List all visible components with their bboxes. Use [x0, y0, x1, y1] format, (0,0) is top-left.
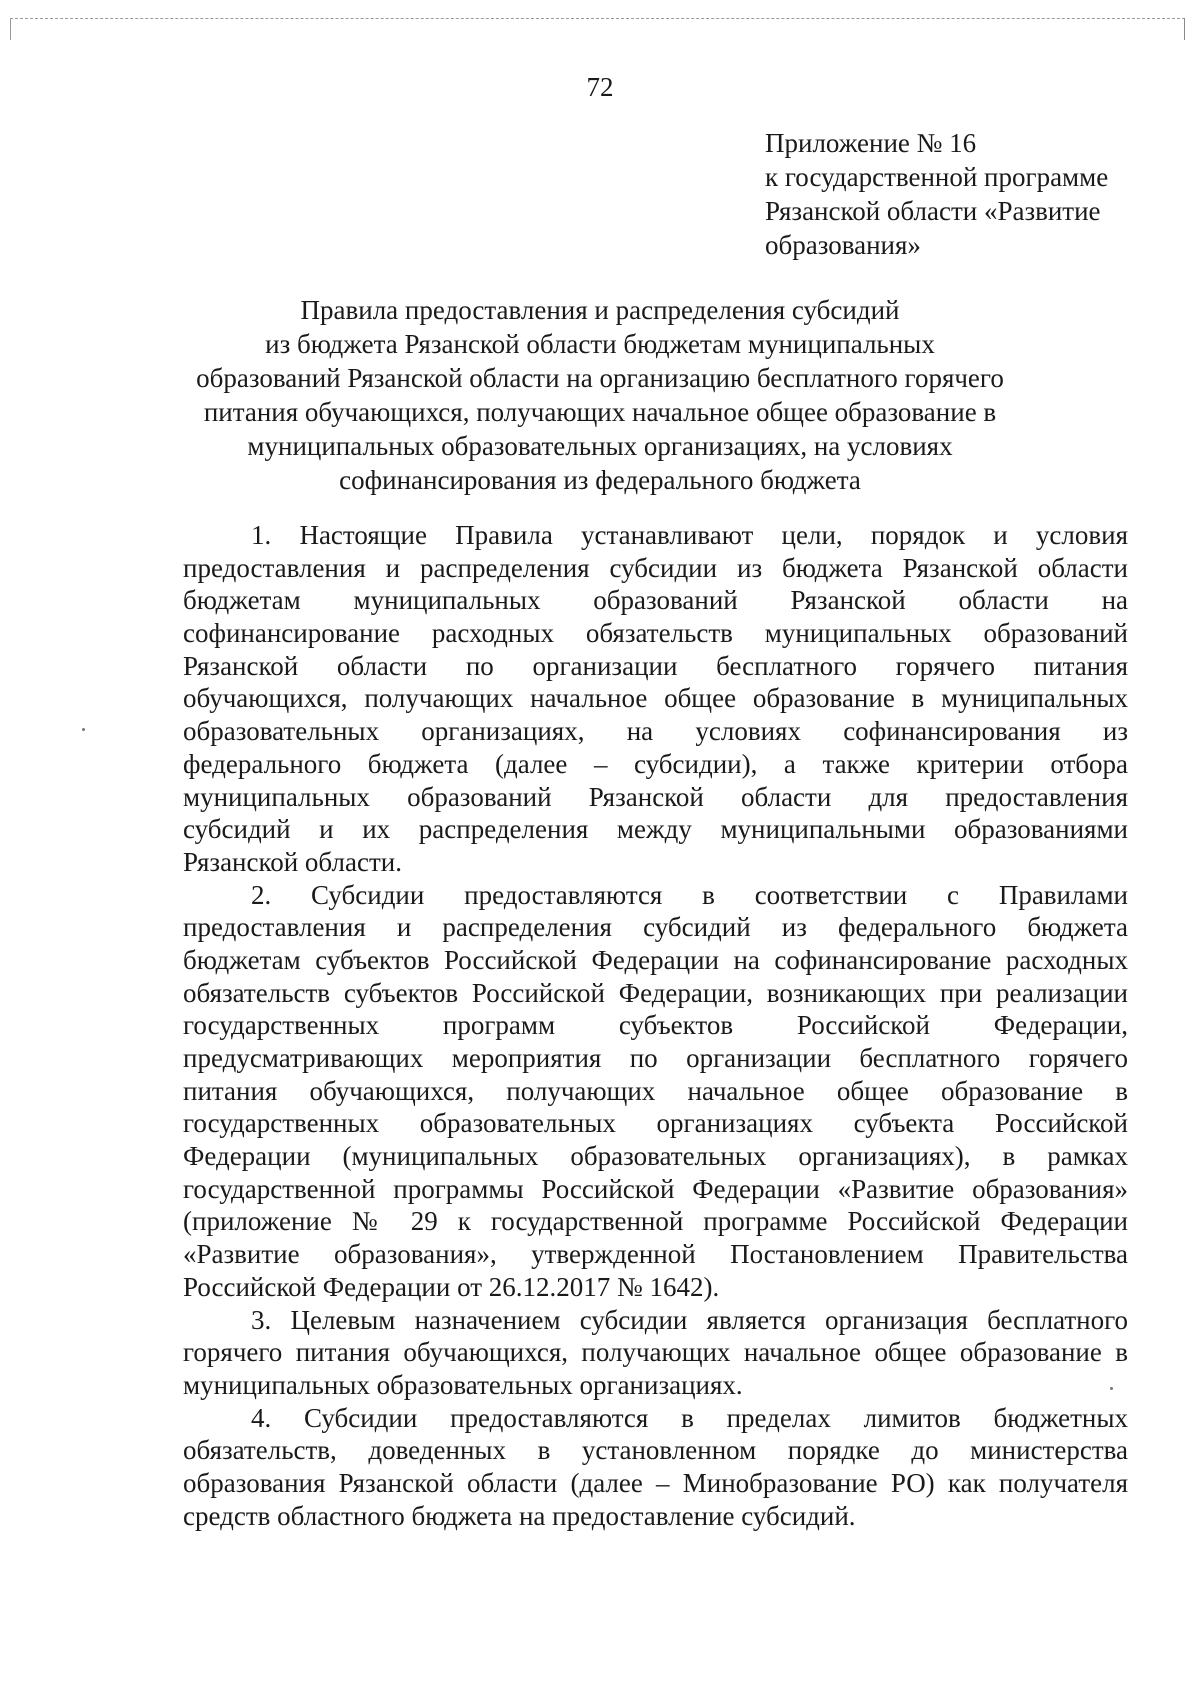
paragraph-line: обязательств субъектов Российской Федерации, возникающих при реализации	[183, 977, 1128, 1008]
scan-speck	[1110, 1387, 1113, 1390]
title-line: питания обучающихся, получающих начальное общее образование в	[203, 397, 997, 427]
appendix-reference	[765, 126, 1185, 262]
paragraph-line: «Развитие образования», утвержденной Постановлением Правительства	[183, 1239, 1128, 1270]
appendix-line: Рязанской области «Развитие	[765, 196, 1101, 226]
paragraph-line: государственных программ субъектов Российской Федерации,	[183, 1010, 1128, 1041]
paragraph-2	[183, 879, 1128, 1304]
scan-border-top	[10, 18, 1185, 19]
paragraph-line: субсидий и их распределения между муниципальными образованиями	[183, 814, 1128, 845]
paragraph-line: государственной программы Российской Федерации «Развитие образования»	[183, 1173, 1128, 1204]
appendix-line: к государственной программе	[765, 162, 1109, 192]
paragraph-line: предусматривающих мероприятия по организации бесплатного горячего	[183, 1043, 1128, 1073]
paragraph-line: горячего питания обучающихся, получающих начальное общее образование в	[183, 1337, 1128, 1368]
paragraph-line: Федерации (муниципальных образовательных организациях), в рамках	[183, 1141, 1128, 1172]
document-title	[150, 293, 1050, 497]
paragraph-line: софинансирование расходных обязательств муниципальных образований	[183, 618, 1128, 649]
appendix-line: образования»	[765, 230, 921, 260]
paragraph-4	[183, 1402, 1128, 1533]
paragraph-line: 3. Целевым назначением субсидии является организация бесплатного	[251, 1304, 1128, 1335]
paragraph-line: государственных образовательных организациях субъекта Российской	[183, 1108, 1128, 1139]
paragraph-line: предоставления и распределения субсидий из федерального бюджета	[183, 912, 1128, 943]
scan-border-right	[1184, 18, 1185, 40]
title-line: Правила предоставления и распределения субсидий	[300, 295, 900, 325]
title-line: софинансирования из федерального бюджета	[339, 465, 861, 495]
paragraph-line: Российской Федерации от 26.12.2017 № 1642).	[183, 1271, 720, 1302]
paragraph-line: 2. Субсидии предоставляются в соответствии с Правилами	[251, 879, 1128, 910]
paragraph-line: Рязанской области по организации бесплатного горячего питания	[183, 650, 1128, 681]
paragraph-line: бюджетам муниципальных образований Рязанской области на	[183, 585, 1128, 616]
paragraph-line: питания обучающихся, получающих начальное общее образование в	[183, 1075, 1128, 1106]
paragraph-line: муниципальных образовательных организациях.	[183, 1369, 743, 1400]
paragraph-line: предоставления и распределения субсидии из бюджета Рязанской области	[183, 552, 1128, 583]
title-line: образований Рязанской области на организацию бесплатного горячего	[196, 363, 1004, 393]
paragraph-line: обучающихся, получающих начальное общее образование в муниципальных	[183, 683, 1128, 714]
paragraph-line: 4. Субсидии предоставляются в пределах лимитов бюджетных	[251, 1402, 1128, 1433]
paragraph-line: обязательств, доведенных в установленном порядке до министерства	[183, 1435, 1128, 1466]
paragraph-line: муниципальных образований Рязанской области для предоставления	[183, 781, 1128, 812]
paragraph-line: (приложение № 29 к государственной программе Российской Федерации	[183, 1206, 1128, 1237]
paragraph-line: 1. Настоящие Правила устанавливают цели, порядок и условия	[251, 520, 1128, 550]
appendix-line: Приложение № 16	[765, 128, 977, 158]
paragraph-line: бюджетам субъектов Российской Федерации на софинансирование расходных	[183, 944, 1128, 975]
paragraph-3	[183, 1304, 1128, 1402]
paragraph-1	[183, 519, 1128, 879]
page-number: 72	[586, 72, 614, 102]
scan-border-left	[10, 18, 11, 40]
paragraph-line: образовательных организациях, на условиях софинансирования из	[183, 716, 1128, 747]
paragraph-line: федерального бюджета (далее – субсидии), а также критерии отбора	[183, 748, 1128, 779]
paragraph-line: образования Рязанской области (далее – Минобразование РО) как получателя	[183, 1467, 1128, 1498]
paragraph-line: Рязанской области.	[183, 846, 402, 877]
title-line: муниципальных образовательных организациях, на условиях	[247, 431, 953, 461]
document-body	[183, 519, 1128, 1532]
scan-speck	[82, 728, 85, 731]
paragraph-line: средств областного бюджета на предоставление субсидий.	[183, 1500, 856, 1531]
title-line: из бюджета Рязанской области бюджетам муниципальных	[265, 329, 935, 359]
